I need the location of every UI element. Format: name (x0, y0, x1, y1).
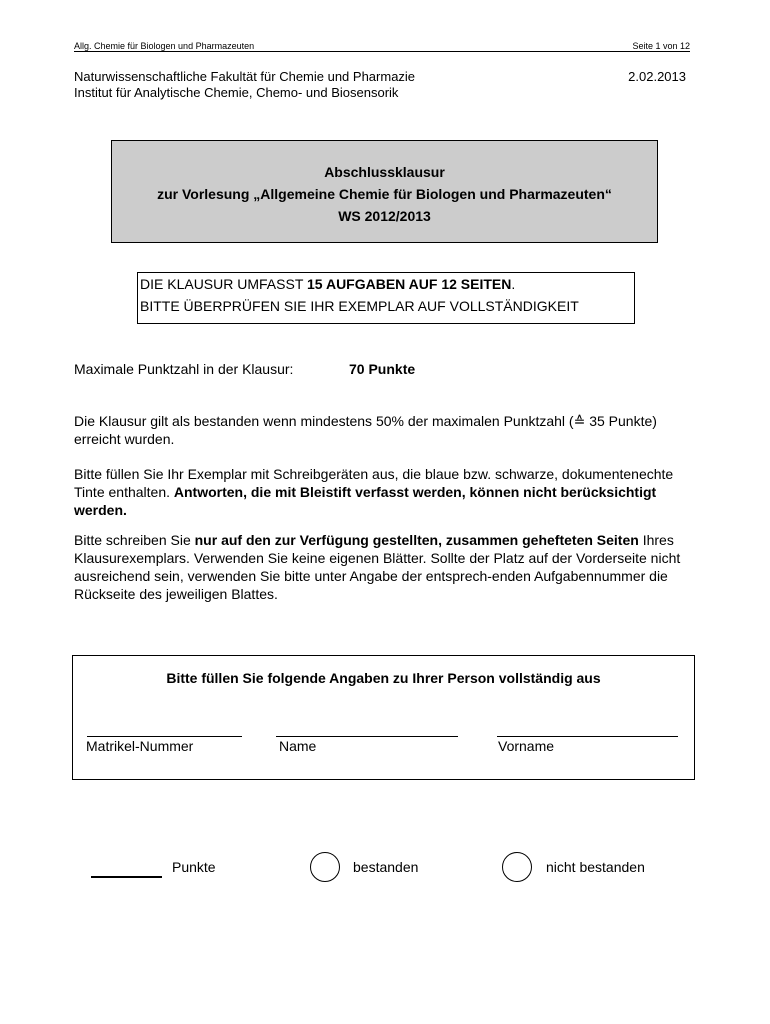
page-instruction-start: Bitte schreiben Sie (74, 532, 195, 548)
name-label: Name (279, 738, 317, 754)
page-number: Seite 1 von 12 (632, 41, 690, 51)
personal-info-box (72, 655, 695, 780)
failed-label: nicht bestanden (546, 859, 645, 875)
page-count-notice (137, 272, 635, 324)
notice-line-1 (140, 273, 634, 295)
faculty-name: Naturwissenschaftliche Fakultät für Chemie und Pharmazie (74, 69, 416, 84)
notice-suffix: . (511, 276, 516, 292)
exam-date: 2.02.2013 (628, 69, 686, 84)
page-instruction-bold: nur auf den zur Verfügung gestellten, zusammen gehefteten Seiten (194, 532, 639, 548)
matrikel-number-field[interactable] (87, 736, 242, 737)
name-field[interactable] (276, 736, 458, 737)
pencil-warning: Antworten, die mit Bleistift verfasst werden, können nicht berücksichtigt werden. (74, 484, 657, 518)
failed-checkbox[interactable] (502, 852, 532, 882)
notice-line-2: BITTE ÜBERPRÜFEN SIE IHR EXEMPLAR AUF VOLLSTÄNDIGKEIT (140, 298, 579, 314)
pen-instruction (74, 465, 702, 519)
notice-page-count: 15 AUFGABEN AUF 12 SEITEN (307, 276, 512, 292)
max-points-label: Maximale Punktzahl in der Klausur: (74, 361, 294, 377)
matrikel-number-label: Matrikel-Nummer (86, 738, 194, 754)
points-label: Punkte (172, 859, 216, 875)
personal-info-title: Bitte füllen Sie folgende Angaben zu Ihrer Person vollständig aus (166, 670, 601, 686)
points-field[interactable] (91, 876, 162, 878)
notice-prefix: DIE KLAUSUR UMFASST (140, 276, 308, 292)
semester: WS 2012/2013 (338, 208, 431, 224)
lecture-title: zur Vorlesung „Allgemeine Chemie für Biologen und Pharmazeuten“ (157, 186, 612, 202)
page-instruction (74, 531, 699, 603)
institution-block (74, 69, 415, 101)
first-name-label: Vorname (498, 738, 555, 754)
header-rule (74, 51, 690, 52)
exam-title-box (111, 140, 658, 243)
institute-name: Institut für Analytische Chemie, Chemo- und Biosensorik (74, 85, 399, 100)
first-name-field[interactable] (497, 736, 678, 737)
pass-criteria-text: Die Klausur gilt als bestanden wenn mindestens 50% der maximalen Punktzahl (≙ 35 Punkte) erreicht wurden. (74, 413, 657, 447)
passed-checkbox[interactable] (310, 852, 340, 882)
exam-title: Abschlussklausur (324, 164, 445, 180)
running-header-title: Allg. Chemie für Biologen und Pharmazeuten (74, 41, 255, 51)
max-points-value: 70 Punkte (349, 361, 416, 377)
page-instruction-end: Ihres Klausurexemplars. Verwenden Sie keine eigenen Blätter. Sollte der Platz auf der Vorderseite nicht ausreichend sein, verwenden Sie bitte unter Angabe der entsprech-enden Aufgabennummer die Rückseite des jeweiligen Blattes. (74, 532, 681, 602)
pen-instruction-text: Bitte füllen Sie Ihr Exemplar mit Schreibgeräten aus, die blaue bzw. schwarze, dokumentenechte Tinte enthalten. (74, 466, 674, 500)
passed-label: bestanden (353, 859, 419, 875)
